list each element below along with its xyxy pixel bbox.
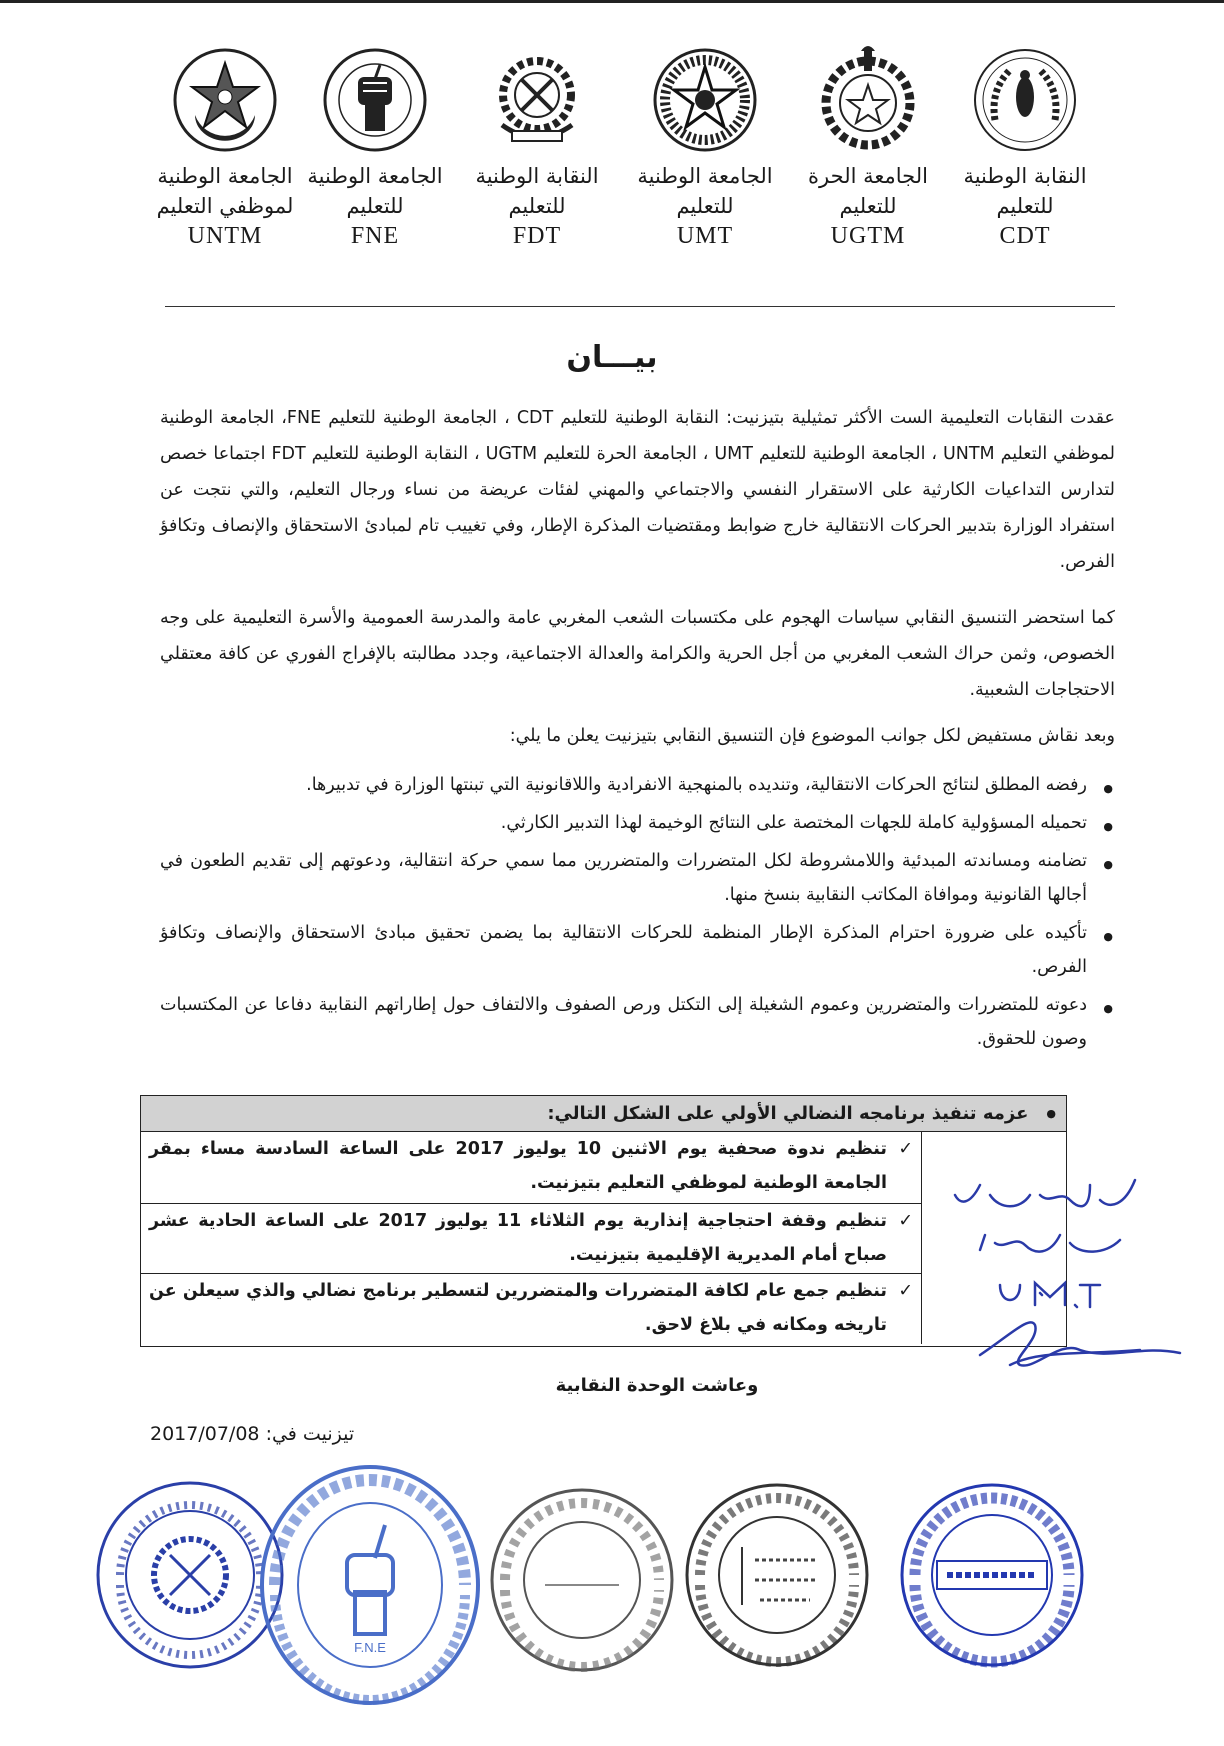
program-items-frame	[141, 1132, 922, 1344]
union-fdt	[462, 45, 612, 251]
union-logos-header	[150, 45, 1110, 275]
program-item: ✓ تنظيم وقفة احتجاجية إنذارية يوم الثلاثاء 11 يوليوز 2017 على الساعة الحادية عشر صباح أمام المديرية الإقليمية بتيزنيت.	[141, 1204, 921, 1274]
resolution-list	[160, 768, 1115, 1060]
stamp-center-label: F.N.E	[354, 1640, 386, 1655]
action-program-box	[140, 1095, 1067, 1347]
list-item: ● دعوته للمتضررات والمتضررين وعموم الشغيلة إلى التكتل ورص الصفوف والالتفاف حول إطاراتهم النقابية دفاعا عن المكتسبات وصون للحقوق.	[160, 988, 1115, 1056]
checkmark-icon: ✓	[898, 1211, 913, 1231]
top-border	[0, 0, 1224, 3]
union-name: الجامعة الوطنية للتعليم	[637, 164, 773, 218]
stamps-row	[90, 1460, 1190, 1720]
union-abbr: UMT	[676, 223, 734, 249]
star-crescent-emblem-icon	[170, 45, 280, 155]
list-item: ● تأكيده على ضرورة احترام المذكرة الإطار المنظمة للحركات الانتقالية بما يضمن تحقيق مبادئ الاستحقاق والإنصاف وتكافؤ الفرص.	[160, 916, 1115, 984]
union-name: النقابة الوطنية للتعليم	[963, 164, 1087, 218]
union-name: الجامعة الحرة للتعليم	[808, 164, 928, 218]
untm-stamp-icon	[485, 1480, 680, 1680]
wheat-wreath-emblem-icon	[970, 45, 1080, 155]
union-abbr: UNTM	[187, 223, 263, 249]
star-globe-emblem-icon	[650, 45, 760, 155]
raised-fist-emblem-icon	[320, 45, 430, 155]
checkmark-icon: ✓	[898, 1139, 913, 1159]
list-item: ● تضامنه ومساندته المبدئية واللامشروطة لكل المتضررات والمتضررين مما سمي حركة انتقالية، ودعوتهم إلى تقديم الطعون في أجالها القانونية وموافاة المكاتب النقابية بنسخ منها.	[160, 844, 1115, 912]
union-name: الجامعة الوطنية لموظفي التعليم	[156, 164, 294, 218]
union-abbr: UGTM	[830, 223, 906, 249]
checkmark-icon: ✓	[898, 1281, 913, 1301]
paragraph-context: كما استحضر التنسيق النقابي سياسات الهجوم على مكتسبات الشعب المغربي عامة والمدرسة العمومية والأسرة التعليمية على وجه الخصوص، وثمن حراك الشعب المغربي من أجل الحرية والكرامة والعدالة الاجتماعية، وجدد مطالبته بالإفراج الفوري عن كافة معتقلي الاحتجاجات الشعبية.	[160, 608, 1115, 700]
paragraph-announce: وبعد نقاش مستفيض لكل جوانب الموضوع فإن التنسيق النقابي بتيزنيت يعلن ما يلي:	[509, 726, 1115, 746]
union-name: الجامعة الوطنية للتعليم	[307, 164, 443, 218]
place-date: تيزنيت في: 2017/07/08	[150, 1423, 355, 1445]
gear-wheat-emblem-icon	[482, 45, 592, 155]
document-title: بيـــان	[566, 340, 658, 375]
union-cdt	[950, 45, 1100, 251]
union-ugtm	[793, 45, 943, 251]
fne-regional-stamp-icon	[255, 1460, 485, 1710]
program-item: ✓ تنظيم ندوة صحفية يوم الاثنين 10 يوليوز 2017 على الساعة السادسة مساء بمقر الجامعة الوطنية لموظفي التعليم بتيزنيت.	[141, 1132, 921, 1204]
union-name: النقابة الوطنية للتعليم	[475, 164, 599, 218]
union-abbr: FDT	[512, 223, 562, 249]
paragraph-intro: عقدت النقابات التعليمية الست الأكثر تمثيلية بتيزنيت: النقابة الوطنية للتعليم CDT ، الجامعة الوطنية للتعليم FNE، الجامعة الوطنية لموظفي التعليم UNTM ، الجامعة الوطنية للتعليم UMT ، الجامعة الحرة للتعليم UGTM ، النقابة الوطنية للتعليم FDT اجتماعا خصص لتدارس التداعيات الكارثية على الاستقرار النفسي والاجتماعي والمهني لفئات عريضة من نساء ورجال التعليم، والتي نتجت عن استفراد الوزارة بتدبير الحركات الانتقالية خارج ضوابط ومقتضيات المذكرة الإطار، وفي تغييب تام لمبادئ الاستحقاق والإنصاف وتكافؤ الفرص.	[160, 408, 1115, 572]
program-item: ✓ تنظيم جمع عام لكافة المتضررات والمتضررين لتسطير برنامج نضالي والذي سيعلن عن تاريخه ومكانه في بلاغ لاحق.	[141, 1274, 921, 1344]
list-item: ● رفضه المطلق لنتائج الحركات الانتقالية، وتنديده بالمنهجية الانفرادية واللاقانونية التي تبنتها الوزارة في تدبيرها.	[160, 768, 1115, 802]
union-abbr: CDT	[999, 223, 1051, 249]
bullet-dot-icon: ●	[1046, 1107, 1056, 1120]
union-fne	[300, 45, 450, 251]
list-item: ● تحميله المسؤولية كاملة للجهات المختصة على النتائج الوخيمة لهذا التدبير الكارثي.	[160, 806, 1115, 840]
program-heading: ●عزمه تنفيذ برنامجه النضالي الأولي على الشكل التالي:	[141, 1096, 1066, 1132]
union-umt	[630, 45, 780, 251]
header-divider	[165, 306, 1115, 307]
union-abbr: FNE	[350, 223, 400, 249]
ugtm-stamp-icon	[680, 1475, 875, 1675]
cdt-stamp-icon	[895, 1475, 1090, 1675]
union-untm	[150, 45, 300, 251]
closing-slogan: وعاشت الوحدة النقابية	[555, 1375, 759, 1396]
handwritten-signature-note	[940, 1165, 1185, 1375]
torch-gear-emblem-icon	[813, 45, 923, 155]
